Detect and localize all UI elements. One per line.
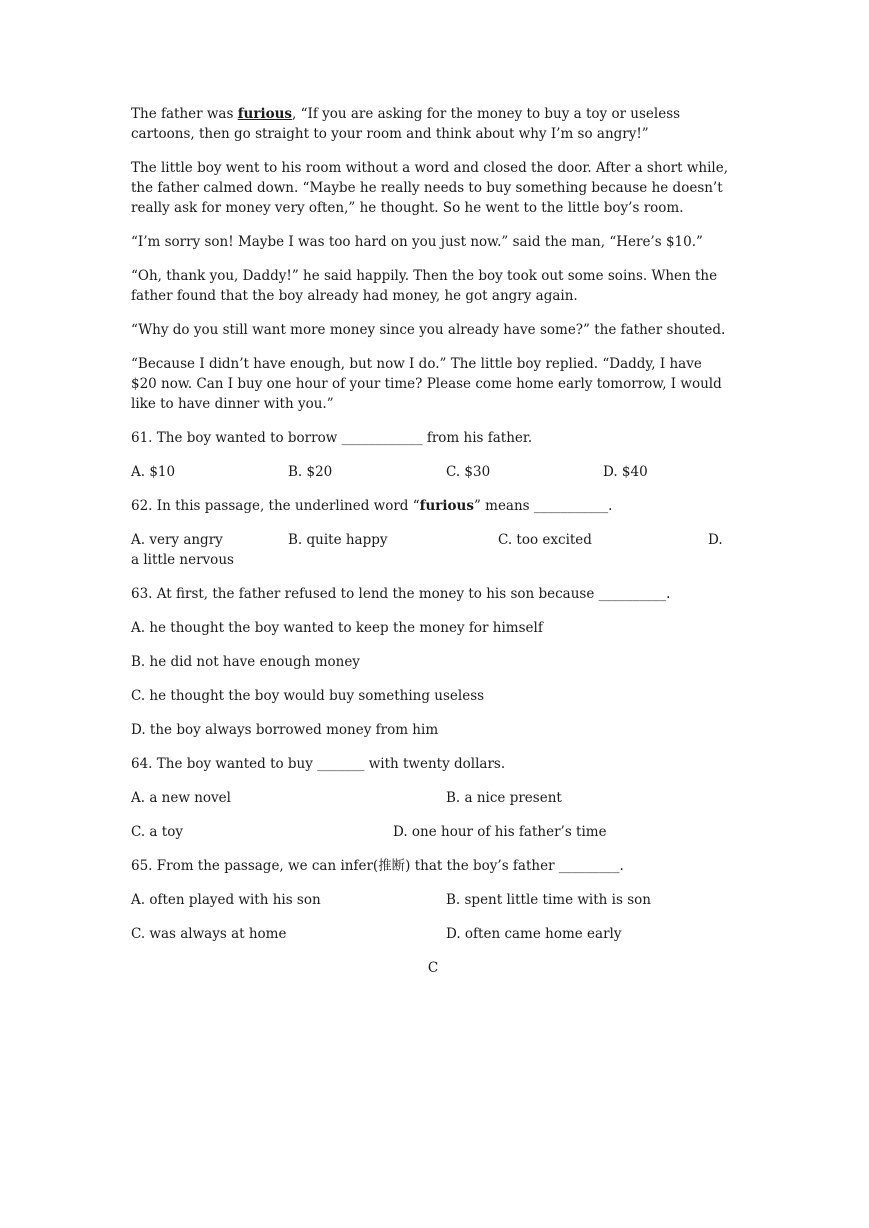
question-62-options [131, 530, 731, 550]
passage-paragraph-3: “I’m sorry son! Maybe I was too hard on you just now.” said the man, “Here’s $10.” [131, 234, 703, 250]
option-d: D. one hour of his father’s time [393, 824, 607, 840]
option-c: C. he thought the boy would buy something useless [131, 688, 485, 704]
question-61-stem: 61. The boy wanted to borrow ____________ from his father. [131, 430, 533, 446]
passage-paragraph-5: “Why do you still want more money since you already have some?” the father shouted. [131, 322, 726, 338]
option-c: C. $30 [446, 464, 491, 480]
option-a: A. very angry [131, 532, 223, 548]
option-b: B. quite happy [288, 532, 388, 548]
option-c: C. was always at home [131, 926, 287, 942]
option-b: B. spent little time with is son [446, 892, 651, 908]
question-62-stem: 62. In this passage, the underlined word “furious” means ___________. [131, 498, 613, 514]
option-c: C. a toy [131, 824, 183, 840]
question-65-options-ab [131, 890, 731, 910]
section-label: C [427, 960, 439, 976]
option-a: A. often played with his son [131, 892, 321, 908]
question-65-options-cd [131, 924, 731, 944]
question-64-options-ab [131, 788, 731, 808]
option-a: A. a new novel [131, 790, 231, 806]
option-b: B. a nice present [446, 790, 562, 806]
passage-paragraph-4: “Oh, thank you, Daddy!” he said happily. Then the boy took out some soins. When the father found that the boy already had money, he got angry again. [131, 268, 722, 304]
document-page [131, 104, 731, 992]
option-d: D. $40 [603, 464, 648, 480]
option-d: D. often came home early [446, 926, 622, 942]
option-d-text: a little nervous [131, 552, 234, 568]
question-63-stem: 63. At first, the father refused to lend the money to his son because __________. [131, 586, 671, 602]
option-d: D. the boy always borrowed money from him [131, 722, 439, 738]
question-65-stem: 65. From the passage, we can infer(推断) that the boy’s father _________. [131, 858, 624, 874]
option-a: A. $10 [131, 464, 176, 480]
passage-paragraph-1: The father was furious, “If you are asking for the money to buy a toy or useless cartoons, then go straight to your room and think about why I’m so angry!” [131, 106, 685, 142]
question-61-options [131, 462, 731, 482]
underlined-word-furious: furious [237, 106, 292, 122]
option-b: B. he did not have enough money [131, 654, 360, 670]
option-d-label: D. [708, 532, 723, 548]
passage-paragraph-2: The little boy went to his room without a word and closed the door. After a short while, the father calmed down. “Maybe he really needs to buy something because he doesn’t really ask for money very often,” he thought. So he went to the little boy’s room. [131, 160, 733, 216]
option-c: C. too excited [498, 532, 592, 548]
word-furious: furious [419, 498, 474, 514]
question-64-options-cd [131, 822, 731, 842]
question-64-stem: 64. The boy wanted to buy _______ with twenty dollars. [131, 756, 506, 772]
passage-paragraph-6: “Because I didn’t have enough, but now I do.” The little boy replied. “Daddy, I have $20 now. Can I buy one hour of your time? Please come home early tomorrow, I would like to have dinner with you.” [131, 356, 727, 412]
option-b: B. $20 [288, 464, 333, 480]
option-a: A. he thought the boy wanted to keep the money for himself [131, 620, 543, 636]
